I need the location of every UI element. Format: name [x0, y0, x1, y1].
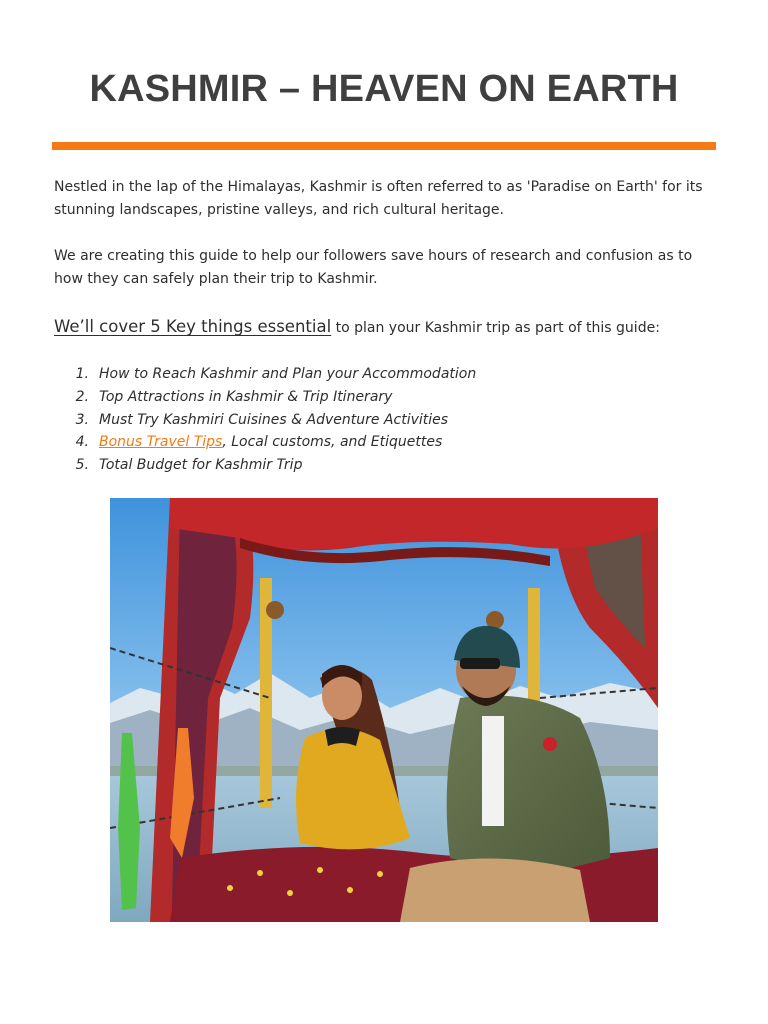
trousers [400, 858, 590, 922]
list-item-content [99, 431, 442, 454]
shikara-couple-photo [110, 498, 658, 922]
guide-topics-list [54, 363, 714, 477]
list-number: 4. [75, 434, 89, 451]
bonus-travel-tips-link[interactable]: Bonus Travel Tips [99, 434, 223, 451]
list-item-text: , Local customs, and Etiquettes [222, 434, 443, 451]
sunglasses [460, 658, 500, 669]
list-number: 1. [75, 366, 89, 382]
list-number: 2. [75, 388, 89, 405]
list-item [54, 386, 714, 409]
list-item-text: Must Try Kashmiri Cuisines & Adventure Activities [99, 411, 449, 428]
list-item-text: Top Attractions in Kashmir & Trip Itinerary [99, 388, 393, 405]
list-item [54, 409, 714, 432]
page-title: KASHMIR – HEAVEN ON EARTH [89, 68, 679, 110]
purpose-paragraph: We are creating this guide to help our followers save hours of research and confusion as to how they can safely plan their trip to Kashmir. [54, 248, 693, 287]
list-item [54, 454, 714, 477]
guide-lead [54, 314, 722, 341]
list-number: 5. [75, 457, 89, 473]
list-item [54, 431, 714, 454]
lead-emphasis: We’ll cover 5 Key things essential [54, 317, 332, 336]
title-divider [52, 142, 716, 150]
intro-paragraph: Nestled in the lap of the Himalayas, Kashmir is often referred to as 'Paradise on Earth' for its stunning landscapes, pristine valleys, and rich cultural heritage. [54, 179, 703, 218]
lead-rest: to plan your Kashmir trip as part of this guide: [331, 320, 660, 336]
tassel-left [266, 601, 284, 619]
list-item [54, 363, 714, 386]
list-item-text: Total Budget for Kashmir Trip [99, 457, 303, 473]
list-item-text: How to Reach Kashmir and Plan your Accommodation [99, 366, 477, 382]
list-number: 3. [75, 411, 89, 428]
